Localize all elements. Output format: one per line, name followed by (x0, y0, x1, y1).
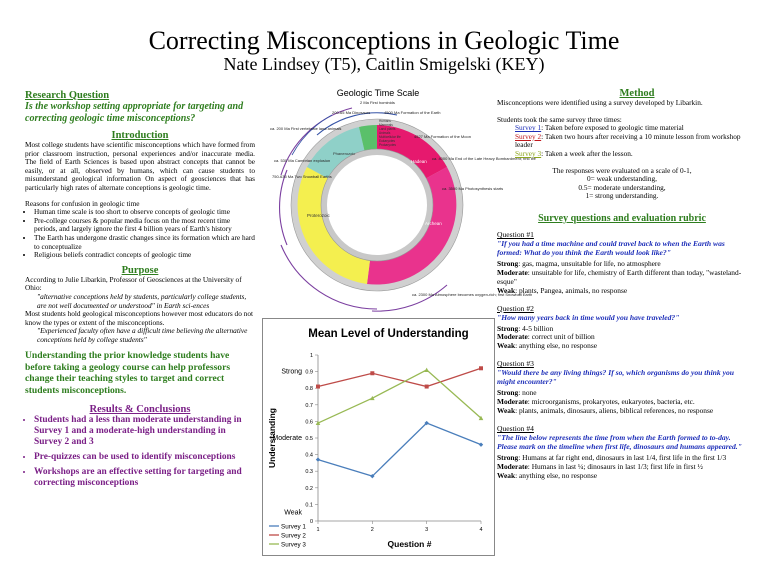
y-tick-label: 0.7 (305, 402, 313, 409)
y-tick-label: 0.8 (305, 386, 313, 393)
weak-label: Weak (497, 285, 516, 295)
eon-label: Hadean (411, 159, 427, 164)
right-column (497, 88, 747, 481)
data-point (479, 442, 483, 446)
time-label: ca. 200 Ma First vertebrate land animals (270, 126, 342, 131)
survey-3-line (497, 150, 747, 159)
moderate-label: Moderate (497, 397, 528, 407)
weak-answer: anything else, no response (518, 470, 597, 480)
scale-moderate: 0.5= moderate understanding, (578, 182, 666, 192)
time-scale-title: Geologic Time Scale (336, 88, 420, 98)
list-item: • Human time scale is too short to observe concepts of geologic time (34, 208, 255, 217)
survey-2-line (497, 133, 747, 150)
list-item: • Students had a less than moderate understanding in Survey 1 and a moderate-high understanding in Survey 2 and 3 (34, 415, 255, 448)
eon-label: Phanerozoic (333, 151, 356, 156)
legend-item: Prokaryotes (379, 143, 397, 147)
arc-2 (280, 170, 287, 245)
question-text: "Would there be any living things? If so, which organisms do you think you might encounter?" (497, 368, 734, 387)
eon-label: Archean (425, 221, 442, 226)
question-label: Question #4 (497, 424, 534, 433)
legend-label: Survey 2 (281, 532, 306, 540)
scale-weak: 0= weak understanding, (587, 174, 657, 184)
x-axis-label: Question # (387, 539, 432, 549)
legend-item: Eukaryotes (379, 139, 395, 143)
method-line-1: Misconceptions were identified using a survey developed by Libarkin. (497, 98, 703, 107)
strong-answer: none (522, 388, 537, 398)
weak-label: Weak (497, 341, 516, 351)
method-heading: Method (619, 88, 655, 99)
list-item: • Workshops are an effective setting for targeting and correcting misconceptions (34, 467, 255, 489)
strong-label: Strong (497, 453, 519, 462)
introduction-text: Most college students have scientific misconceptions which have formed from prior classroom instruction, personal experiences and/or inaccurate media. The field of Earth Sciences is based upon abstract concepts that cannot be easily, or at all, observed by humans, which can cause students to misunderstand geological information On aspect of geosciences that has particularly high rates of alternate conceptions is geologic time. (25, 140, 255, 192)
data-point (316, 457, 320, 461)
y-axis-label: Understanding (267, 408, 277, 468)
list-item: • Religious beliefs contradict concepts of geologic time (34, 251, 255, 260)
list-item: • The Earth has undergone drastic changes since its formation which are hard to conceptualize (34, 234, 255, 251)
understanding-level-label: Weak (284, 509, 302, 517)
data-point (479, 366, 483, 370)
understanding-chart (262, 318, 495, 556)
series-line (318, 370, 481, 423)
y-tick-label: 0.4 (305, 452, 313, 459)
purpose-statement: Understanding the prior knowledge students have before taking a geology course can help professors change their teaching styles to target and correct students misconceptions. (25, 350, 231, 396)
legend-item: Multicellular life (379, 135, 401, 139)
y-tick-label: 0.2 (305, 485, 313, 492)
research-question-heading: Research Question (25, 90, 110, 101)
reasons-title: Reasons for confusion in geologic time (25, 198, 140, 208)
survey-3-name: Survey 3 (515, 148, 542, 158)
question-text: "The line below represents the time from when the Earth formed to to-day. Please mark on the timeline when first life, dinosaurs and humans appeared." (497, 433, 742, 451)
legend-item: Land plants (379, 127, 396, 131)
list-item: • Pre-quizzes can be used to identify misconceptions (34, 452, 255, 463)
y-tick-label: 0.6 (305, 419, 313, 426)
question-text: "How many years back in time would you have traveled?" (497, 312, 680, 322)
time-label: 4500 Ma Formation of the Earth (384, 110, 441, 115)
results-heading: Results & Conclusions (89, 404, 191, 416)
question-label: Question #2 (497, 303, 534, 313)
moderate-label: Moderate (497, 332, 528, 342)
moderate-answer: Humans in last ¼; dinosaurs in last 1/3; first life in first ½ (531, 461, 703, 471)
poster-title: Correcting Misconceptions in Geologic Time (148, 26, 620, 55)
time-label: 2 Ma First hominids (360, 100, 395, 105)
understanding-level-label: Strong (281, 368, 302, 376)
moderate-answer: microorganisms, prokaryotes, eukaryotes, bacteria, etc. (531, 397, 695, 407)
legend-item: Mammals (379, 123, 393, 127)
introduction-heading: Introduction (111, 130, 169, 141)
weak-answer: plants, animals, dinosaurs, aliens, biblical references, no response (518, 406, 714, 416)
purpose-quote-1: "alternative conceptions held by students, particularly college students, are not well documented or understood" in Earth sci-ences (37, 291, 247, 310)
survey-2-desc: : Taken two hours after receiving a 10 minute lesson from workshop leader (515, 131, 741, 150)
time-label: ca. 4000 Ma End of the Late Heavy Bombardment; first life (432, 156, 536, 161)
data-point (316, 385, 320, 389)
question-text: "If you had a time machine and could travel back to when the Earth was formed: What do you think the Earth would look like?" (497, 238, 725, 257)
survey-1-desc: : Taken before exposed to geologic time material (541, 123, 684, 133)
purpose-heading: Purpose (121, 264, 159, 276)
moderate-label: Moderate (497, 461, 528, 471)
weak-answer: anything else, no response (518, 341, 597, 351)
time-label: ca. 530 Ma Cambrian explosion (274, 158, 331, 163)
weak-label: Weak (497, 406, 516, 416)
y-tick-label: 0.9 (305, 369, 313, 376)
survey-3-desc: : Taken a week after the lesson. (541, 148, 633, 158)
strong-label: Strong (497, 323, 519, 333)
results-list (25, 415, 255, 489)
question-2-block: Question #2 "How many years back in time would you have traveled?" Strong: 4-5 billion Moderate: correct unit of billion Weak: anything else, no response (497, 304, 747, 352)
question-3-block: Question #3 "Would there be any living things? If so, which organisms do you think you might encounter?" Strong: none Moderate: microorganisms, prokaryotes, eukaryotes, bacteria, etc. Weak: plants, animals, dinosaurs, aliens, biblical references, no response (497, 359, 747, 416)
strong-answer: Humans at far right end, dinosaurs in last 1/4, first life in the first 1/3 (522, 453, 727, 462)
purpose-middle: Most students hold geological misconceptions however most educators do not know the types or extent of the misconceptions. (25, 309, 253, 327)
survey-2-name: Survey 2 (515, 131, 542, 141)
chart-title: Mean Level of Understanding (308, 328, 469, 340)
series-line (318, 423, 481, 476)
scale-strong: 1= strong understanding. (585, 191, 659, 201)
moderate-answer: correct unit of billion (531, 332, 595, 342)
moderate-answer: unsuitable for life, chemistry of Earth different than today, "wasteland-esque" (497, 267, 742, 286)
list-item: • Pre-college courses & popular media focus on the most recent time periods, and largely ignore the first 4 billion years of Earth's history (34, 217, 255, 234)
chart-svg (263, 319, 494, 555)
poster-authors: Nate Lindsey (T5), Caitlin Smigelski (KEY) (223, 54, 545, 74)
y-tick-label: 0.3 (305, 469, 313, 476)
understanding-level-label: Moderate (272, 435, 302, 442)
x-tick-label: 4 (479, 527, 483, 533)
purpose-quote-2: "Experienced faculty often have a difficult time believing the alternative conceptions held by college students" (37, 326, 248, 344)
data-point (425, 385, 429, 389)
survey-1-name: Survey 1 (515, 123, 542, 133)
x-tick-label: 3 (425, 527, 429, 533)
question-1-block: Question #1 "If you had a time machine and could travel back to when the Earth was formed: What do you think the Earth would look like?" Strong: gas, magma, unsuitable for life, no atmosphere Moderate: unsuitable for life, chemistry of Earth different than today, "wasteland-esque" Weak: plants, Pangea, animals, no response (497, 230, 747, 296)
data-point (370, 371, 374, 375)
rubric-heading: Survey questions and evaluation rubric (538, 212, 706, 224)
y-tick-label: 0.1 (305, 502, 313, 509)
time-label: 200-65 Ma Dinosaurs (332, 110, 371, 115)
moderate-label: Moderate (497, 267, 528, 277)
data-point (424, 368, 429, 372)
left-column (25, 90, 255, 489)
strong-answer: 4-5 billion (522, 323, 554, 333)
time-label: 750-635 Ma Two Snowball Earths (272, 174, 332, 179)
strong-label: Strong (497, 258, 519, 268)
x-tick-label: 2 (370, 527, 374, 533)
question-4-block: Question #4 "The line below represents the time from when the Earth formed to to-day. Please mark on the timeline when first life, dinosaurs and humans appeared." Strong: Humans at far right end, dinosaurs in last 1/4, first life in the first 1/3 Moderate: Humans in last ¼; dinosaurs in last 1/3; first life in first ½ Weak: anything else, no response (497, 424, 747, 481)
time-label: ca. 2300 Ma Atmosphere becomes oxygen-rich; first Snowball Earth (412, 292, 533, 297)
method-line-2: Students took the same survey three times: (497, 114, 622, 124)
question-label: Question #3 (497, 359, 534, 369)
purpose-intro: According to Julie Libarkin, Professor of Geosciences at the University of Ohio: (25, 274, 242, 293)
legend-item: Animals (379, 131, 391, 135)
scale-intro: The responses were evaluated on a scale of 0-1, (552, 165, 692, 175)
y-tick-label: 0.5 (305, 436, 313, 442)
y-tick-label: 0 (309, 519, 313, 525)
research-question-text: Is the workshop setting appropriate for targeting and correcting geologic time misconceptions? (25, 101, 244, 124)
center-disc (327, 155, 427, 255)
question-label: Question #1 (497, 229, 534, 239)
x-tick-label: 1 (316, 527, 320, 533)
legend-label: Survey 3 (281, 541, 306, 549)
time-label: ca. 3500 Ma Photosynthesis starts (442, 186, 504, 191)
strong-answer: gas, magma, unsuitable for life, no atmosphere (522, 258, 661, 268)
y-tick-label: 1 (309, 353, 313, 359)
eon-label: Proterozoic (307, 213, 330, 218)
legend-item: Humans (379, 119, 391, 123)
strong-label: Strong (497, 388, 519, 398)
weak-label: Weak (497, 470, 516, 480)
weak-answer: plants, Pangea, animals, no response (518, 285, 628, 295)
time-label: 4527 Ma Formation of the Moon (414, 134, 471, 139)
reasons-list (25, 208, 255, 260)
legend-label: Survey 1 (281, 523, 306, 531)
